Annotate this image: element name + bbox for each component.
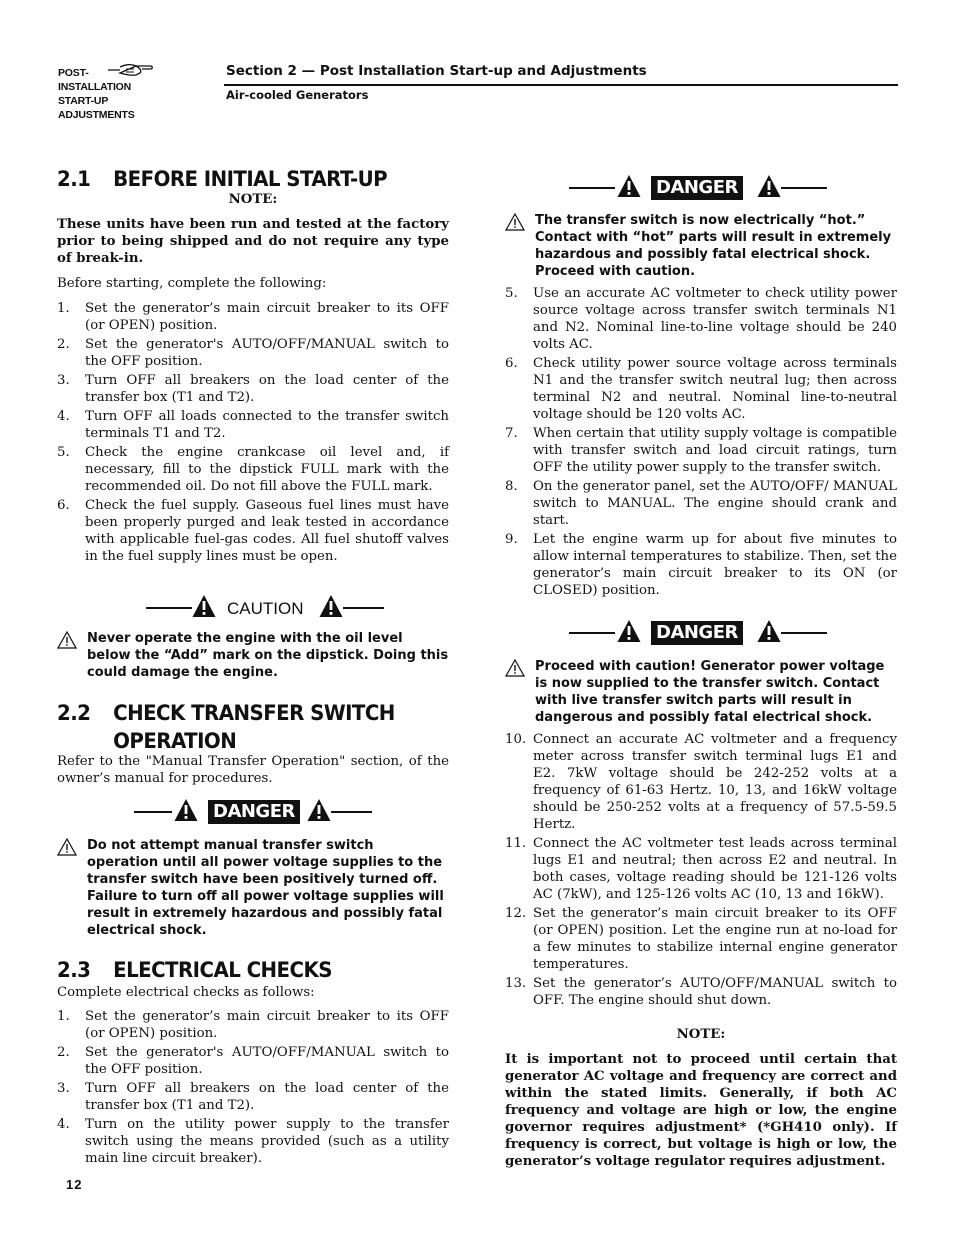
danger-banner <box>57 798 449 826</box>
section-heading-2-3 <box>57 957 332 985</box>
section-heading-2-1 <box>57 166 387 194</box>
note-label: NOTE: <box>228 192 278 207</box>
list-item: 9. Let the engine warm up for about five minutes to allow internal temperatures to stabilize. Then, set the generator’s main circuit breaker to its ON (or CLOSED) position. <box>505 532 897 598</box>
note-text: It is important not to proceed until certain that generator AC voltage and frequency are correct and within the stated limits. Generally, if both AC frequency and voltage are high or low, the engine governor requires adjustment* (*GH410 only). If frequency is correct, but voltage is high or low, the generator’s voltage regulator requires adjustment. <box>505 1052 897 1169</box>
warning-icon <box>174 798 198 822</box>
warning-icon <box>617 174 641 198</box>
checklist-2-1 <box>57 300 449 567</box>
checklist-2-3 <box>57 1008 449 1169</box>
section-title-continued: OPERATION <box>113 729 237 754</box>
danger-label: DANGER <box>651 176 743 200</box>
list-item: 11. Connect the AC voltmeter test leads across terminal lugs E1 and neutral; then across E2 and neutral. In both cases, voltage reading should be 121-126 volts AC (7kW), and 125-126 volts AC (10, 13 and 16kW). <box>505 836 897 902</box>
pointing-hand-icon <box>106 61 158 79</box>
section-number: 2.1 <box>57 167 91 192</box>
danger-message: Do not attempt manual transfer switch operation until all power voltage supplies to the transfer switch have been positively turned off. Failure to turn off all power voltage supplies will result in extremely hazardous and possibly fatal electrical shock. <box>57 837 449 939</box>
alert-triangle-icon <box>505 659 525 677</box>
list-item: 8. On the generator panel, set the AUTO/OFF/ MANUAL switch to MANUAL. The engine should crank and start. <box>505 479 897 528</box>
list-item: 1. Set the generator’s main circuit breaker to its OFF (or OPEN) position. <box>57 301 449 333</box>
section-heading-2-2 <box>57 700 395 756</box>
list-item: 10. Connect an accurate AC voltmeter and a frequency meter across transfer switch terminal lugs E1 and E2. 7kW voltage should be 242-252 volts at a frequency of 61-63 Hertz. 10, 13, and 16kW voltage should be 250-252 volts at a frequency of 57.5-59.5 Hertz. <box>505 732 897 832</box>
list-item: 4. Turn on the utility power supply to the transfer switch using the means provided (such as a utility main line circuit breaker). <box>57 1117 449 1166</box>
list-item: 13. Set the generator’s AUTO/OFF/MANUAL switch to OFF. The engine should shut down. <box>505 976 897 1008</box>
section-number: 2.3 <box>57 958 91 983</box>
list-item: 2. Set the generator's AUTO/OFF/MANUAL switch to the OFF position. <box>57 337 449 369</box>
danger-message: The transfer switch is now electrically “hot.” Contact with “hot” parts will result in extremely hazardous and possibly fatal electrical shock. Proceed with caution. <box>505 212 897 280</box>
page-header-title: Section 2 — Post Installation Start-up and Adjustments <box>226 63 647 79</box>
page-number: 12 <box>66 1177 83 1192</box>
danger-label: DANGER <box>208 800 300 824</box>
list-item: 6. Check the fuel supply. Gaseous fuel lines must have been properly purged and leak tested in accordance with applicable fuel-gas codes. All fuel shutoff valves in the fuel supply lines must be open. <box>57 498 449 564</box>
section-title: CHECK TRANSFER SWITCH <box>113 701 395 726</box>
alert-triangle-icon <box>57 838 77 856</box>
caution-message: Never operate the engine with the oil level below the “Add” mark on the dipstick. Doing this could damage the engine. <box>57 630 449 681</box>
section-tab-line: INSTALLATION <box>58 81 132 93</box>
caution-label: CAUTION <box>227 599 304 618</box>
list-item: 3. Turn OFF all breakers on the load center of the transfer box (T1 and T2). <box>57 1081 449 1113</box>
alert-triangle-icon <box>57 631 77 649</box>
paragraph: Before starting, complete the following: <box>57 276 327 291</box>
warning-icon <box>319 594 343 618</box>
section-number: 2.2 <box>57 701 91 726</box>
list-item: 1. Set the generator’s main circuit breaker to its OFF (or OPEN) position. <box>57 1009 449 1041</box>
list-item: 12. Set the generator’s main circuit breaker to its OFF (or OPEN) position. Let the engine run at no-load for a few minutes to stabilize internal engine generator temperatures. <box>505 906 897 972</box>
paragraph: Refer to the "Manual Transfer Operation" section, of the owner’s manual for procedures. <box>57 754 449 786</box>
caution-banner <box>57 594 449 622</box>
danger-label: DANGER <box>651 621 743 645</box>
checklist-continued <box>505 731 897 1011</box>
warning-icon <box>617 619 641 643</box>
section-tab-line: START-UP <box>58 95 109 107</box>
danger-banner <box>505 174 897 202</box>
section-title: ELECTRICAL CHECKS <box>113 958 332 983</box>
warning-icon <box>192 594 216 618</box>
list-item: 6. Check utility power source voltage across terminals N1 and the transfer switch neutral lug; then across terminal N2 and neutral. Nominal line-to-neutral voltage should be 120 volts AC. <box>505 356 897 422</box>
list-item: 5. Check the engine crankcase oil level and, if necessary, fill to the dipstick FULL mark with the recommended oil. Do not fill above the FULL mark. <box>57 445 449 494</box>
list-item: 7. When certain that utility supply voltage is compatible with transfer switch and load circuit ratings, turn OFF the utility power supply to the transfer switch. <box>505 426 897 475</box>
list-item: 2. Set the generator's AUTO/OFF/MANUAL switch to the OFF position. <box>57 1045 449 1077</box>
list-item: 4. Turn OFF all loads connected to the transfer switch terminals T1 and T2. <box>57 409 449 441</box>
alert-triangle-icon <box>505 213 525 231</box>
paragraph: Complete electrical checks as follows: <box>57 985 315 1000</box>
note-label: NOTE: <box>676 1027 726 1042</box>
warning-icon <box>757 619 781 643</box>
warning-icon <box>307 798 331 822</box>
header-divider <box>224 84 898 86</box>
note-text: These units have been run and tested at the factory prior to being shipped and do not require any type of break-in. <box>57 217 449 266</box>
list-item: 3. Turn OFF all breakers on the load center of the transfer box (T1 and T2). <box>57 373 449 405</box>
section-tab-line: ADJUSTMENTS <box>58 109 135 121</box>
section-title: BEFORE INITIAL START-UP <box>113 167 388 192</box>
warning-icon <box>757 174 781 198</box>
section-tab <box>58 66 168 122</box>
danger-banner <box>505 619 897 647</box>
danger-message: Proceed with caution! Generator power voltage is now supplied to the transfer switch. Contact with live transfer switch parts will result in dangerous and possibly fatal electrical shock. <box>505 658 897 726</box>
checklist-continued <box>505 285 897 601</box>
list-item: 5. Use an accurate AC voltmeter to check utility power source voltage across transfer switch terminals N1 and N2. Nominal line-to-line voltage should be 240 volts AC. <box>505 286 897 352</box>
section-tab-line: POST- <box>58 67 89 79</box>
page-header-subtitle: Air-cooled Generators <box>226 88 369 102</box>
